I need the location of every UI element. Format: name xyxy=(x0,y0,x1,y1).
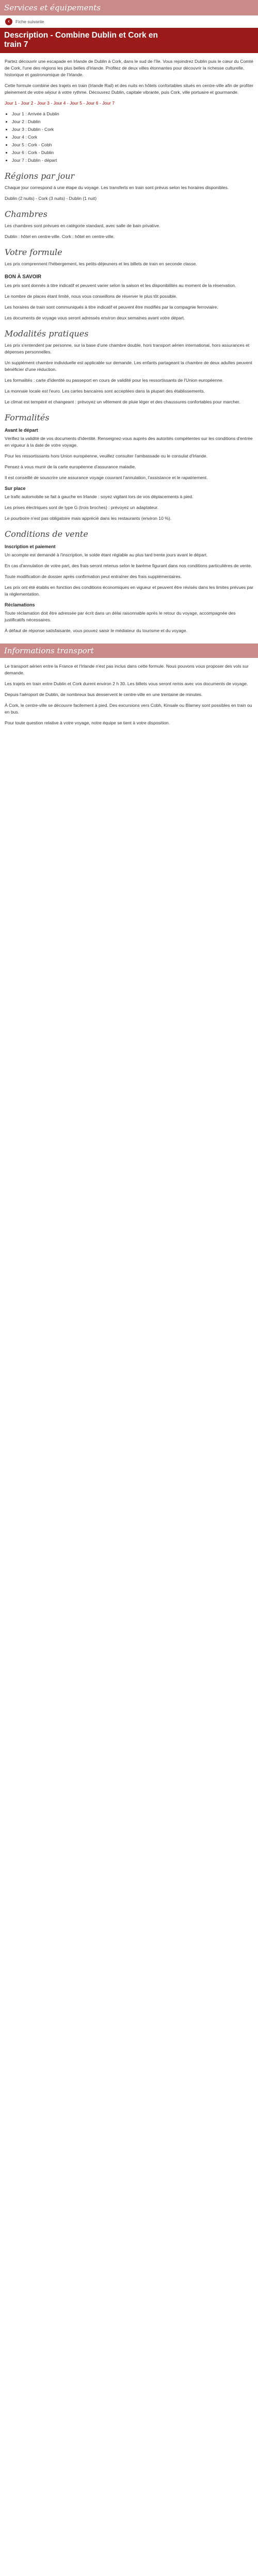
formalities-para: Le trafic automobile se fait à gauche en Irlande : soyez vigilant lors de vos déplacements à pied. xyxy=(5,494,194,499)
title-line-2: train 7 xyxy=(4,40,28,49)
section-rooms-para: Dublin : hôtel en centre-ville. Cork : hôtel en centre-ville. xyxy=(5,234,115,239)
formalities-para: Il est conseillé de souscrire une assurance voyage couvrant l'annulation, l'assistance et le rapatriement. xyxy=(5,475,208,480)
formalities-para: Les prises électriques sont de type G (trois broches) : prévoyez un adaptateur. xyxy=(5,505,159,510)
formalities-para: Pensez à vous munir de la carte européenne d'assurance maladie. xyxy=(5,464,136,469)
modalities-para: La monnaie locale est l'euro. Les cartes bancaires sont acceptées dans la plupart des établissements. xyxy=(5,388,205,394)
modalities-para: Les formalités : carte d'identité ou passeport en cours de validité pour les ressortissants de l'Union européenne. xyxy=(5,378,224,383)
services-title: Services et équipements xyxy=(4,3,101,12)
formalities-para: Pour les ressortissants hors Union européenne, veuillez consulter l'ambassade ou le consulat d'Irlande. xyxy=(5,453,208,459)
section-formula-title: Votre formule xyxy=(5,247,62,257)
info-transport-body xyxy=(0,658,258,726)
info-para: Les trajets en train entre Dublin et Cork durent environ 2 h 30. Les billets vous seront remis avec vos documents de voyage. xyxy=(5,681,248,686)
main-content xyxy=(0,53,258,634)
conditions-subtitle: Réclamations xyxy=(5,602,35,607)
conditions-para: Toute modification de dossier après confirmation peut entraîner des frais supplémentaires. xyxy=(5,574,182,579)
info-para: Le transport aérien entre la France et l'Irlande n'est pas inclus dans cette formule. Nous pouvons vous proposer des vols sur demande. xyxy=(5,664,249,675)
booking-title: BON À SAVOIR xyxy=(5,274,42,280)
day-item: • Jour 5 : Cork - Cobh xyxy=(12,142,253,148)
conditions-para: En cas d'annulation de votre part, des frais seront retenus selon le barème figurant dans nos conditions particulières de vente. xyxy=(5,563,252,568)
day-item: • Jour 3 : Dublin - Cork xyxy=(12,126,253,133)
modalities-para: Le climat est tempéré et changeant : prévoyez un vêtement de pluie léger et des chaussures confortables pour marcher. xyxy=(5,399,240,404)
intro-paragraph-2: Cette formule combine des trajets en train (Irlande Rail) et des nuits en hôtels confortables situés en centre-ville afin de profiter pleinement de votre séjour à votre rythme. Découvrez Dublin, capitale vibrante, puis Cork, ville portuaire et gourmande. xyxy=(5,83,253,95)
formalities-subtitle: Avant le départ xyxy=(5,428,38,433)
formalities-para: Le pourboire n'est pas obligatoire mais apprécié dans les restaurants (environ 10 %). xyxy=(5,516,172,521)
info-para: Pour toute question relative à votre voyage, notre équipe se tient à votre disposition. xyxy=(5,720,170,725)
intro-paragraph-1: Partez découvrir une escapade en Irlande de Dublin à Cork, dans le sud de l'île. Vous rejoindrez Dublin puis le cœur du Comté de Cork, l'une des régions les plus belles d'Irlande. Profitez de deux villes étonnantes pour découvrir la richesse culturelle, historique et gastronomique de l'Irlande. xyxy=(5,59,253,77)
modalities-title: Modalités pratiques xyxy=(5,329,89,338)
booking-para: Les horaires de train sont communiqués à titre indicatif et peuvent être modifiés par la compagnie ferroviaire. xyxy=(5,304,218,310)
booking-para: Le nombre de places étant limité, nous vous conseillons de réserver le plus tôt possible. xyxy=(5,294,178,299)
day-item: • Jour 2 : Dublin xyxy=(12,118,253,125)
day-item: • Jour 7 : Dublin - départ xyxy=(12,157,253,164)
days-nav[interactable]: Jour 1 - Jour 2 - Jour 3 - Jour 4 - Jour 5 - Jour 6 - Jour 7 xyxy=(5,100,115,106)
formalities-subtitle: Sur place xyxy=(5,486,26,491)
section-formula-para: Les prix comprennent l'hébergement, les petits-déjeuners et les billets de train en seconde classe. xyxy=(5,261,197,266)
back-row xyxy=(0,15,258,28)
chevron-left-icon[interactable]: ‹ xyxy=(5,18,12,25)
section-rooms-para: Les chambres sont prévues en catégorie standard, avec salle de bain privative. xyxy=(5,223,160,228)
conditions-para: À défaut de réponse satisfaisante, vous pouvez saisir le médiateur du tourisme et du voyage. xyxy=(5,628,187,633)
conditions-para: Toute réclamation doit être adressée par écrit dans un délai raisonnable après le retour du voyage, accompagnée des justificatifs nécessaires. xyxy=(5,611,236,622)
modalities-para: Un supplément chambre individuelle est applicable sur demande. Les enfants partageant la chambre de deux adultes peuvent bénéficier d'une réduction. xyxy=(5,360,252,372)
booking-para: Les prix sont donnés à titre indicatif et peuvent varier selon la saison et les disponibilités au moment de la réservation. xyxy=(5,283,236,288)
booking-para: Les documents de voyage vous seront adressés environ deux semaines avant votre départ. xyxy=(5,315,185,320)
conditions-para: Un acompte est demandé à l'inscription, le solde étant réglable au plus tard trente jours avant le départ. xyxy=(5,552,208,557)
section-regions-para: Chaque jour correspond à une étape du voyage. Les transferts en train sont prévus selon les horaires disponibles. xyxy=(5,185,229,190)
day-item: • Jour 6 : Cork - Dublin xyxy=(12,149,253,156)
info-para: Depuis l'aéroport de Dublin, de nombreux bus desservent le centre-ville en une trentaine de minutes. xyxy=(5,692,203,697)
conditions-subtitle: Inscription et paiement xyxy=(5,544,56,549)
days-list xyxy=(5,111,253,164)
day-item: • Jour 4 : Cork xyxy=(12,134,253,141)
section-regions-title: Régions par jour xyxy=(5,171,75,181)
info-transport-title xyxy=(0,643,258,658)
title-line-1: Description - Combine Dublin et Cork en xyxy=(4,31,158,40)
formalities-para: Vérifiez la validité de vos documents d'identité. Renseignez-vous auprès des autorités compétentes sur les conditions d'entrée en vigueur à la date de votre voyage. xyxy=(5,436,253,448)
conditions-para: Les prix ont été établis en fonction des conditions économiques en vigueur et peuvent être révisés dans les limites prévues par la réglementation. xyxy=(5,585,254,597)
day-item: • Jour 1 : Arrivée à Dublin xyxy=(12,111,253,117)
info-para: À Cork, le centre-ville se découvre facilement à pied. Des excursions vers Cobh, Kinsale ou Blarney sont possibles en train ou en bus. xyxy=(5,703,252,715)
section-regions-para: Dublin (2 nuits) - Cork (3 nuits) - Dublin (1 nuit) xyxy=(5,196,97,201)
services-bar xyxy=(0,0,258,15)
modalities-para: Les prix s'entendent par personne, sur la base d'une chambre double, hors transport aérien international, hors assurances et dépenses personnelles. xyxy=(5,343,250,354)
formalities-title: Formalités xyxy=(5,413,50,422)
page-title xyxy=(0,28,258,53)
conditions-title: Conditions de vente xyxy=(5,529,88,539)
back-link[interactable]: Fiche suivante xyxy=(15,19,44,24)
info-transport-label: Informations transport xyxy=(4,646,94,655)
section-rooms-title: Chambres xyxy=(5,209,47,219)
